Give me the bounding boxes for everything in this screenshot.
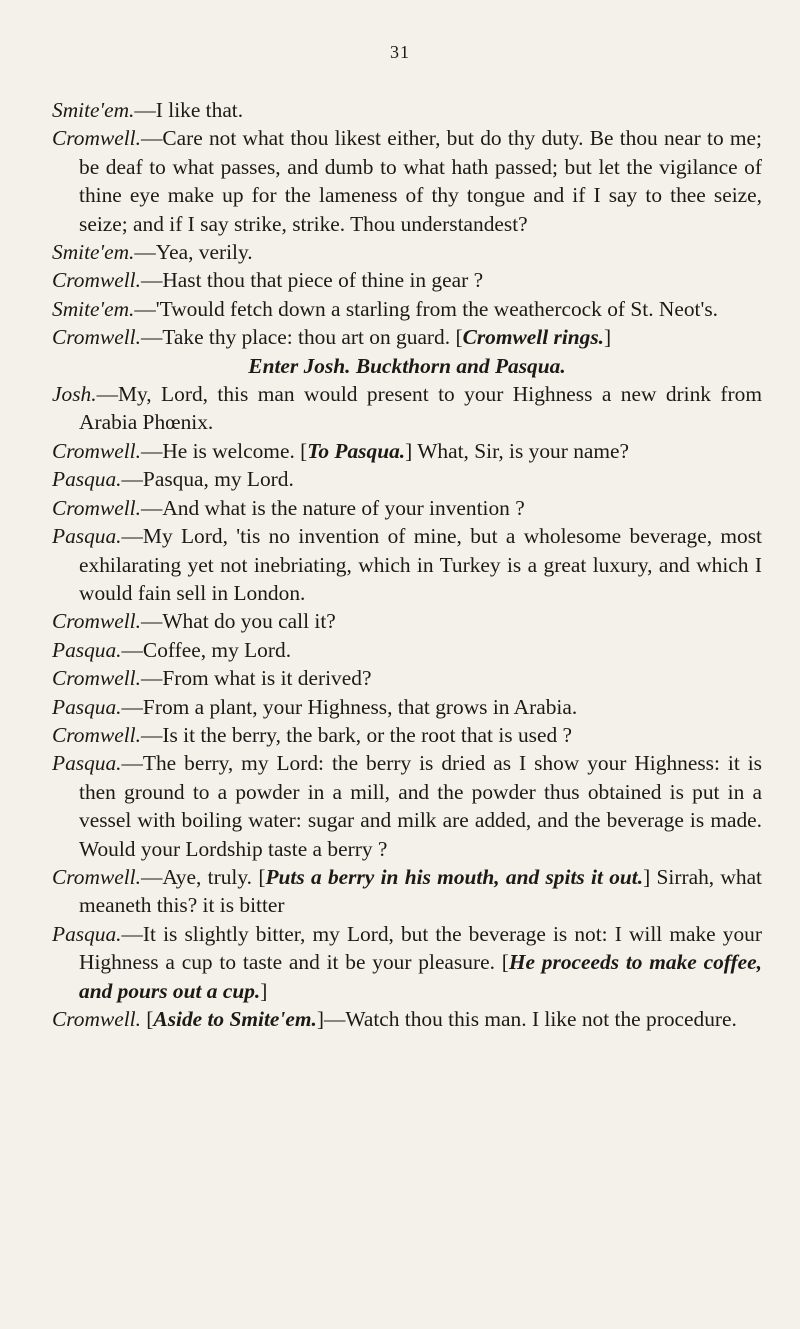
speech-text: —From what is it derived? (140, 666, 372, 691)
speech-text: —From a plant, your Highness, that grows in Arabia. (121, 694, 578, 719)
dialogue-line (52, 494, 762, 522)
dialogue-block-1 (52, 96, 762, 352)
speech-text: —'Twould fetch down a starling from the weathercock of St. Neot's. (134, 296, 718, 321)
speaker-name: Smite'em. (52, 240, 135, 265)
dialogue-line: Cromwell. [Aside to Smite'em.]—Watch thou this man. I like not the procedure. (52, 1007, 737, 1031)
speech-text: —Hast thou that piece of thine in gear ? (140, 268, 484, 293)
speech-text-after: —Watch thou this man. I like not the procedure. (323, 1007, 737, 1031)
dialogue-line (52, 607, 762, 635)
speaker-name: Smite'em. (52, 296, 135, 321)
speech-text-after: Sirrah, what meaneth this? it is bitter (79, 864, 763, 918)
stage-direction: Cromwell rings. (462, 325, 605, 350)
speech-text: —Aye, truly. (140, 864, 259, 889)
play-text (52, 96, 762, 1033)
speech-text: —My, Lord, this man would present to your Highness a new drink from Arabia Phœnix. (79, 382, 762, 435)
dialogue-line (52, 636, 762, 664)
dialogue-line (52, 522, 762, 607)
speaker-name: Cromwell. (52, 438, 141, 463)
speech-text: —I like that. (134, 98, 244, 122)
dialogue-line (52, 266, 762, 294)
speaker-name: Josh. (52, 382, 97, 407)
speaker-name: Cromwell. (52, 268, 141, 293)
speech-text (141, 1007, 146, 1031)
stage-direction: Aside to Smite'em. (153, 1007, 317, 1031)
dialogue-line: Cromwell.—He is welcome. [To Pasqua.] What, Sir, is your name? (52, 438, 630, 463)
dialogue-line (52, 465, 762, 493)
dialogue-line: Cromwell.—Take thy place: thou art on guard. [Cromwell rings.] (52, 325, 612, 350)
speech-text: —He is welcome. (140, 438, 301, 463)
speaker-name: Cromwell. (52, 666, 141, 691)
speaker-name: Cromwell. (52, 126, 141, 151)
speech-text-after: What, Sir, is your name? (412, 438, 630, 463)
speaker-name: Cromwell. (52, 864, 141, 889)
speech-text: —Yea, verily. (134, 240, 253, 265)
speaker-name: Pasqua. (52, 921, 122, 946)
speaker-name: Pasqua. (52, 524, 122, 549)
dialogue-line (52, 295, 762, 323)
stage-entry: Enter Josh. Buckthorn and Pasqua. (248, 353, 566, 378)
dialogue-line (52, 96, 762, 124)
speech-text: —It is slightly bitter, my Lord, but the beverage is not: I will make your Highness a cup to taste and it be your pleasure. (79, 921, 762, 975)
speaker-name: Cromwell. (52, 495, 141, 520)
dialogue-block-2 (52, 380, 762, 1033)
speech-text: —Take thy place: thou art on guard. (140, 325, 456, 350)
stage-direction: To Pasqua. (307, 438, 406, 463)
speech-text: —Care not what thou likest either, but do thy duty. Be thou near to me; be deaf to what passes, and dumb to what hath passed; but let the vigilance of thine eye make up for the lameness of thy tongue and if I say to thee seize, seize; and if I say strike, strike. Thou understandest? (79, 126, 762, 236)
speech-text: —My Lord, 'tis no invention of mine, but a wholesome beverage, most exhilarating yet not inebriating, which in Turkey is a great luxury, and which I would fain sell in London. (79, 524, 762, 605)
speaker-name: Cromwell. (52, 1007, 141, 1031)
dialogue-line (52, 380, 762, 437)
speaker-name: Cromwell. (52, 609, 141, 634)
speaker-name: Pasqua. (52, 637, 122, 662)
speaker-name: Smite'em. (52, 98, 135, 122)
speech-text: —What do you call it? (140, 609, 336, 634)
speaker-name: Pasqua. (52, 694, 122, 719)
speech-text: —Coffee, my Lord. (121, 637, 292, 662)
dialogue-line (52, 664, 762, 692)
speech-text: —The berry, my Lord: the berry is dried as I show your Highness: it is then ground to a powder in a mill, and the powder thus obtained is put in a vessel with boiling water: sugar and milk are added, and the beverage is made. Would your Lordship taste a berry ? (79, 751, 762, 861)
speech-text: —Is it the berry, the bark, or the root that is used ? (140, 722, 572, 747)
speaker-name: Pasqua. (52, 467, 122, 492)
dialogue-line: Cromwell.—Aye, truly. [Puts a berry in his mouth, and spits it out.] Sirrah, what meaneth this? it is bitter (52, 864, 763, 918)
dialogue-line (52, 693, 762, 721)
stage-direction: He proceeds to make coffee, and pours out a cup. (79, 950, 762, 1003)
dialogue-line (52, 238, 762, 266)
dialogue-line (52, 124, 762, 238)
speaker-name: Cromwell. (52, 325, 141, 350)
stage-direction: Puts a berry in his mouth, and spits it out. (265, 864, 644, 889)
dialogue-line (52, 749, 762, 863)
speaker-name: Pasqua. (52, 751, 122, 776)
speaker-name: Cromwell. (52, 722, 141, 747)
dialogue-line: Pasqua.—It is slightly bitter, my Lord, but the beverage is not: I will make your Highness a cup to taste and it be your pleasure. [He proceeds to make coffee, and pours out a cup.] (52, 921, 762, 1003)
speech-text: —And what is the nature of your invention ? (140, 495, 525, 520)
page-number: 31 (390, 42, 410, 62)
dialogue-line (52, 721, 762, 749)
speech-text: —Pasqua, my Lord. (121, 467, 294, 492)
